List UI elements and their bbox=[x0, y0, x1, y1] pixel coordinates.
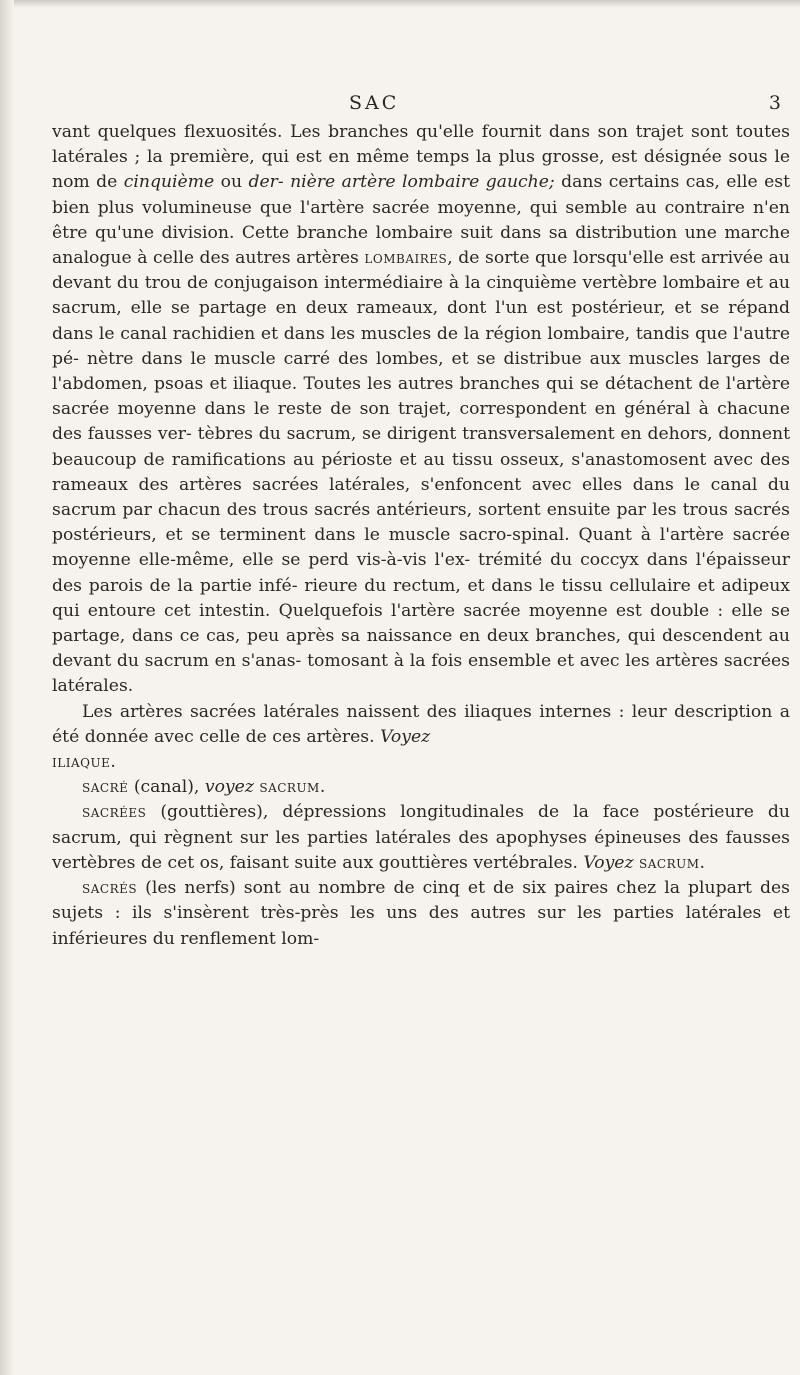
entry-sacre-canal bbox=[52, 775, 790, 800]
cross-reference-sacrum: sacrum. bbox=[639, 852, 706, 873]
text-run: , de sorte que lorsqu'elle est arrivée au devant du trou de conjugaison intermédiaire à la cinquième vertèbre lombaire et au sacrum, elle se partage en deux rameaux, dont l'un est postérieur, et se répand dans le canal rachidien et dans les muscles de la région lombaire, tandis que l'autre pé- nètre dans le muscle carré des lombes, et se distribue aux muscles larges de l'abdomen, psoas et iliaque. Toutes les autres branches qui se détachent de l'artère sacrée moyenne dans le reste de son trajet, correspondent en général à chacune des fausses ver- tèbres du sacrum, se dirigent transversalement en dehors, donnent beaucoup de ramifications au périoste et au tissu osseux, s'anastomosent avec des rameaux des artères sacrées latérales, s'enfoncent avec elles dans le canal du sacrum par chacun des trous sacrés antérieurs, sortent ensuite par les trous sacrés postérieurs, et se terminent dans le muscle sacro-spinal. Quant à l'artère sacrée moyenne elle-même, elle se perd vis-à-vis l'ex- trémité du coccyx dans l'épaisseur des parois de la partie infé- rieure du rectum, et dans le tissu cellulaire et adipeux qui entoure cet intestin. Quelquefois l'artère sacrée moyenne est double : elle se partage, dans ce cas, peu après sa naissance en deux branches, qui descendent au devant du sacrum en s'anas- tomosant à la fois ensemble et avec les artères sacrées latérales. bbox=[52, 248, 791, 697]
entry-headword: sacrés bbox=[82, 878, 138, 899]
entry-sacrees-gouttieres bbox=[52, 800, 790, 876]
running-head bbox=[52, 92, 790, 120]
page-top-shadow bbox=[0, 0, 800, 8]
text-run: vant quelques flexuosités. Les branches qu'elle fournit dans son trajet sont toutes latérales ; la première, qui est en même temps la plus grosse, est désignée sous le nom de bbox=[52, 122, 790, 193]
entry-headword: sacrées bbox=[82, 802, 147, 823]
voyez-label: Voyez bbox=[583, 852, 634, 873]
cross-reference-sacrum: sacrum. bbox=[259, 777, 326, 798]
paragraph-sacree-moyenne bbox=[52, 120, 790, 700]
cross-reference-iliaque: iliaque. bbox=[52, 752, 117, 773]
italic-term: cinquième bbox=[123, 172, 215, 193]
text-run: (les nerfs) sont au nombre de cinq et de six paires chez la plupart des sujets : ils s'insèrent très-près les uns des autres sur les parties latérales et inférieures du renflement lom- bbox=[52, 878, 790, 949]
paragraph-sacrees-laterales bbox=[52, 700, 790, 776]
voyez-label: voyez bbox=[204, 777, 254, 798]
entry-headword: sacré bbox=[82, 777, 129, 798]
text-run: ou bbox=[214, 172, 249, 193]
text-run: (gouttières), dépressions longitudinales de la face postérieure du sacrum, qui règnent sur les parties latérales des apophyses épineuses des fausses vertèbres de cet os, faisant suite aux gouttières vertébrales. bbox=[52, 802, 790, 873]
cross-reference-lombaires: lombaires bbox=[364, 248, 448, 269]
text-run: Les artères sacrées latérales naissent des iliaques internes : leur description a été donnée avec celle de ces artères. bbox=[52, 701, 790, 747]
entry-sacres-nerfs bbox=[52, 876, 790, 952]
running-title: SAC bbox=[349, 92, 400, 114]
voyez-label: Voyez bbox=[380, 726, 431, 747]
italic-term: der- nière artère lombaire gauche; bbox=[248, 172, 555, 193]
page-text bbox=[52, 120, 790, 952]
page-number: 3 bbox=[768, 92, 784, 114]
book-page bbox=[52, 92, 790, 952]
text-run: dans certains cas, elle est bien plus volumineuse que l'artère sacrée moyenne, qui semble au contraire n'en être qu'une division. Cette branche lombaire suit dans sa distribution une marche analogue à celle des autres artères bbox=[52, 172, 790, 269]
text-run: (canal), bbox=[128, 777, 205, 798]
page-binding-shadow bbox=[0, 0, 14, 1375]
